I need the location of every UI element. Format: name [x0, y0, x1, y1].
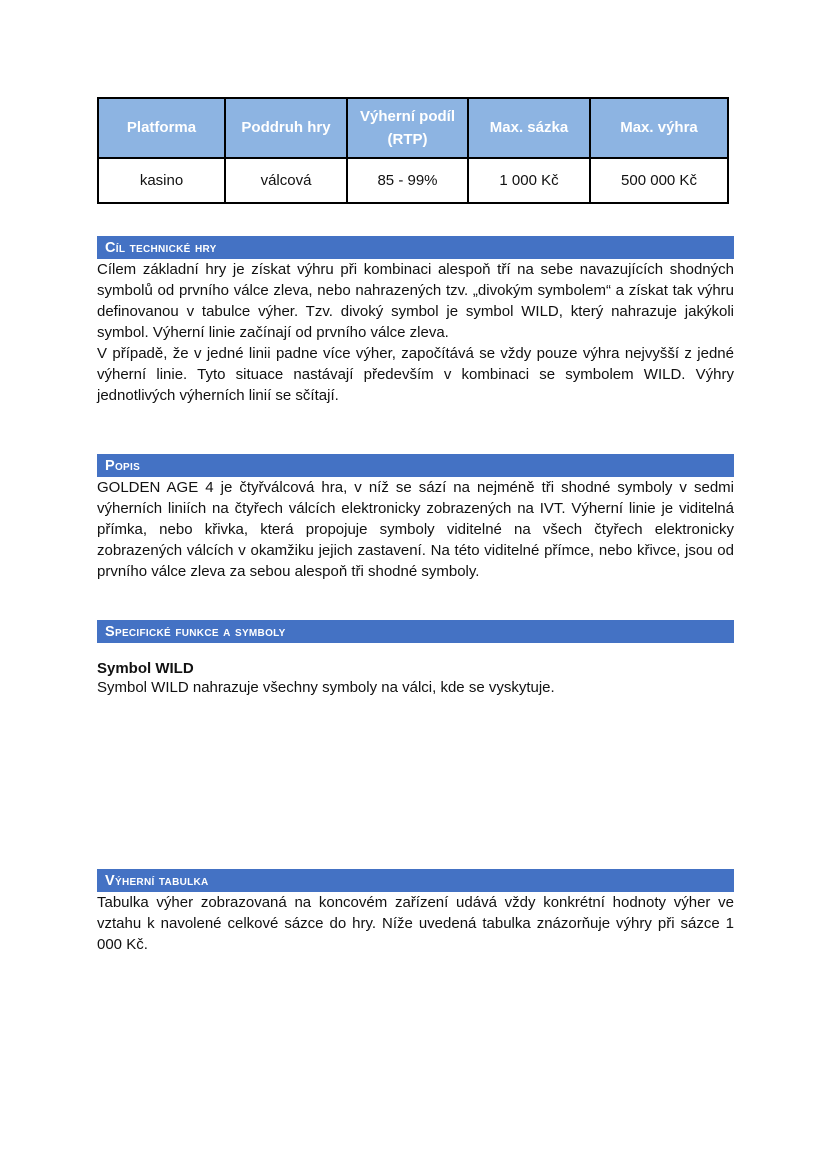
section-title: Výherní tabulka: [105, 872, 209, 889]
paragraph-cil-1: Cílem základní hry je získat výhru při kombinaci alespoň tří na sebe navazujících shodných symbolů od prvního válce zleva, nebo nahrazených tzv. „divokým symbolem“ a získat tak výhru definovanou v tabulce výher. Tzv. divoký symbol je symbol WILD, který nahrazuje jakýkoli symbol. Výherní linie začínají od prvního válce zleva.: [97, 261, 734, 341]
section-title: Cíl technické hry: [105, 239, 217, 256]
game-info-table: [97, 97, 729, 204]
table-header-vyherni-podil: Výherní podíl (RTP): [347, 98, 468, 158]
paragraph-popis: GOLDEN AGE 4 je čtyřválcová hra, v níž se sází na nejméně tři shodné symboly v sedmi výherních liniích na čtyřech válcích elektronicky zobrazených na IVT. Výherní linie je viditelná přímka, nebo křivka, která propojuje symboly viditelné na všech čtyřech elektronicky zobrazených válcích v okamžiku jejich zastavení. Na této viditelné přímce, nebo křivce, jsou od prvního válce zleva za sebou alespoň tři shodné symboly.: [97, 479, 734, 580]
section-header-specificke-funkce: [97, 620, 734, 643]
section-header-cil-technicke-hry: [97, 236, 734, 259]
paragraph-vyherni-tabulka: Tabulka výher zobrazovaná na koncovém zařízení udává vždy konkrétní hodnoty výher ve vztahu k navolené celkové sázce do hry. Níže uvedená tabulka znázorňuje výhry při sázce 1 000 Kč.: [97, 894, 734, 953]
table-cell-platforma: kasino: [98, 158, 225, 203]
table-cell-poddruh-hry: válcová: [225, 158, 347, 203]
section-title: Specifické funkce a symboly: [105, 623, 286, 640]
table-row: [98, 158, 728, 203]
table-cell-vyherni-podil: 85 - 99%: [347, 158, 468, 203]
paragraph-cil-2: V případě, že v jedné linii padne více výher, započítává se vždy pouze výhra nejvyšší z jedné výherní linie. Tyto situace nastávají především v kombinaci se symbolem WILD. Výhry jednotlivých výherních linií se sčítají.: [97, 345, 734, 404]
page-content: [97, 97, 734, 955]
table-header-max-vyhra: Max. výhra: [590, 98, 728, 158]
table-header-poddruh-hry: Poddruh hry: [225, 98, 347, 158]
table-cell-max-vyhra: 500 000 Kč: [590, 158, 728, 203]
table-cell-max-sazka: 1 000 Kč: [468, 158, 590, 203]
table-header-max-sazka: Max. sázka: [468, 98, 590, 158]
table-header-platforma: Platforma: [98, 98, 225, 158]
section-header-vyherni-tabulka: [97, 869, 734, 892]
table-header-row: [98, 98, 728, 158]
section-title: Popis: [105, 457, 141, 474]
subheading-symbol-wild: Symbol WILD: [97, 660, 194, 677]
section-header-popis: [97, 454, 734, 477]
paragraph-symbol-wild: Symbol WILD nahrazuje všechny symboly na válci, kde se vyskytuje.: [97, 679, 555, 696]
